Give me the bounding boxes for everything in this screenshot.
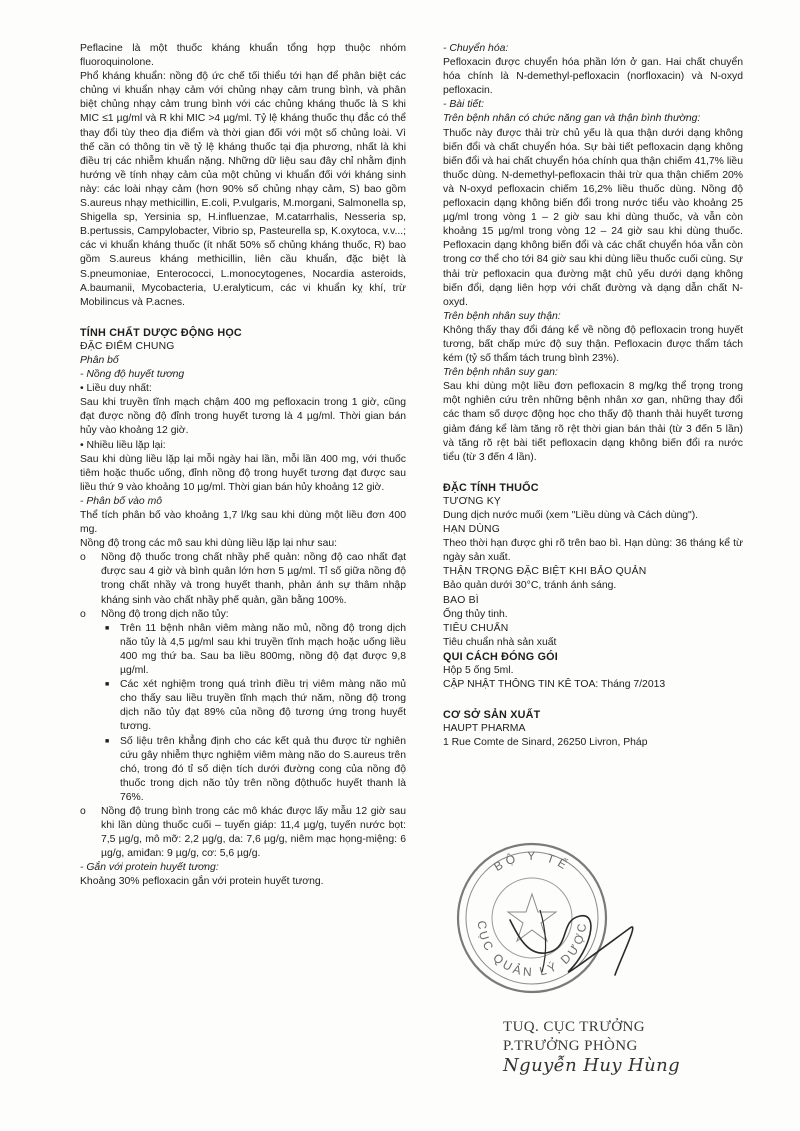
tissue-list (80, 551, 406, 621)
list-item (80, 735, 406, 805)
seal-top-text: BỘ Y TẾ (491, 848, 573, 874)
right-column (443, 42, 743, 751)
list-item (80, 678, 406, 734)
signature-title-1: TUQ. CỤC TRƯỞNG (503, 1019, 645, 1035)
ring-bullet-icon: o (80, 608, 86, 620)
signature-scribble-icon (420, 880, 660, 990)
subheading-storage: THẬN TRỌNG ĐẶC BIỆT KHI BẢO QUẢN (443, 566, 647, 578)
subheading-normal-function: Trên bệnh nhân có chức năng gan và thận bình thường: (443, 113, 701, 125)
antibacterial-spectrum: Phổ kháng khuẩn: nồng độ ức chế tối thiểu tới hạn để phân biệt các chủng vi khuẩn nhạy cảm với chủng nhạy cảm trung bình, và phân biệt chủng nhạy cảm trung bình với các chủng kháng thuốc là S khi MIC ≤1 µg/ml và R khi MIC >4 µg/ml. Tỷ lệ kháng thuốc thụ đắc có thể thay đổi tùy theo địa điểm và thời gian đối với một số chủng loài. Vì thế cần có thông tin về tỷ lệ kháng thuốc tại địa phương, nhất là khi điều trị các nhiễm khuẩn nặng. Những dữ liệu sau đây chỉ nhằm định hướng về tính nhạy cảm của một chủng vi khuẩn đối với kháng sinh này: các loài nhạy cảm (hơn 90% số chủng nhạy cảm, S) bao gồm S.aureus nhạy methicillin, E.coli, P.vulgaris, M.morgani, Salmonella sp, Shigella sp, Yersinia sp, H.influenzae, M.catarrhalis, Nesseria sp, B.pertussis, Campylobacter, Vibrio sp, Pasteurella sp, K.oxytoca, v.v...; các vi khuẩn kháng thuốc (ít nhất 50% số chủng kháng thuốc, R) bao gồm S.aureus kháng methicillin, liên cầu khuẩn, đặc biệt là S.pneumoniae, Enterococci, L.monocytogenes, Nocardia asteroids, A.baumanii, Mycobacteria, U.eralyticum, các vi khuẩn kỵ khí, trừ Mobilincus và P.acnes. (80, 71, 406, 308)
subheading-plasma-concentration: - Nồng độ huyết tương (80, 369, 185, 381)
csf-item-3: Số liệu trên khẳng định cho các kết quả thu được từ nghiên cứu gây nhiễm thực nghiệm viêm màng não do S.aureus trên chó, trong đó tỉ số diện tích dưới đường cong của nồng độ thuốc trong dịch não tủy trên nồng độthuốc huyết thanh là 76%. (120, 735, 406, 803)
list-item (80, 608, 406, 622)
subheading-hepatic-failure: Trên bệnh nhân suy gan: (443, 367, 558, 379)
subheading-shelf-life: HẠN DÙNG (443, 524, 501, 536)
volume-distribution-text: Thể tích phân bố vào khoảng 1,7 l/kg sau khi dùng một liều đơn 400 mg. (80, 510, 406, 536)
subheading-incompatibility: TƯƠNG KỴ (443, 495, 502, 507)
incompatibility-text: Dung dịch nước muối (xem "Liều dùng và Cách dùng"). (443, 510, 699, 521)
tissue-intro: Nồng độ trong các mô sau khi dùng liều lặp lại như sau: (80, 538, 338, 550)
repeat-dose-text: Sau khi dùng liều lặp lại mỗi ngày hai lần, mỗi lần 400 mg, với thuốc tiêm hoặc thuốc uống, đỉnh nồng độ trong huyết tương đạt được sau liều thứ 9 vào khoảng 10 µg/ml. Thời gian bán hủy khoảng 12 giờ. (80, 453, 406, 493)
square-bullet-icon: ■ (105, 737, 110, 745)
intro-paragraph: Peflacine là một thuốc kháng khuẩn tổng hợp thuộc nhóm fluoroquinolone. (80, 43, 406, 69)
manufacturer-address: 1 Rue Comte de Sinard, 26250 Livron, Pháp (443, 737, 648, 749)
metabolism-text: Pefloxacin được chuyển hóa phần lớn ở gan. Hai chất chuyển hóa chính là N-demethyl-pefloxacin (norfloxacin) và N-oxyd pefloxacin. (443, 57, 743, 97)
signature-block (503, 1018, 680, 1075)
subheading-protein-binding: - Gắn với protein huyết tương: (80, 862, 219, 874)
subheading-renal-failure: Trên bệnh nhân suy thận: (443, 310, 561, 322)
storage-text: Bảo quản dưới 30°C, tránh ánh sáng. (443, 580, 617, 592)
list-item (80, 805, 406, 861)
single-dose-text: Sau khi truyền tĩnh mạch chậm 400 mg pefloxacin trong 1 giờ, cũng đạt được nồng độ đỉnh trong huyết tương là 4 µg/ml. Thời gian bán hủy vào khoảng 12 giờ. (80, 397, 406, 437)
section-heading-manufacturer: CƠ SỞ SẢN XUẤT (443, 709, 541, 722)
update-date: CẬP NHẬT THÔNG TIN KÊ TOA: Tháng 7/2013 (443, 679, 666, 691)
square-bullet-icon: ■ (105, 681, 110, 689)
square-bullet-icon: ■ (105, 624, 110, 632)
signer-name: Nguyễn Huy Hùng (503, 1055, 681, 1076)
tissue-list-2 (80, 805, 406, 861)
subheading-standard: TIÊU CHUẨN (443, 622, 509, 634)
subheading-tissue-distribution: - Phân bố vào mô (80, 495, 163, 507)
standard-text: Tiêu chuẩn nhà sản xuất (443, 636, 557, 648)
pack-spec-text: Hộp 5 ống 5ml. (443, 665, 514, 677)
single-dose-label: • Liều duy nhất: (80, 383, 152, 395)
repeat-dose-label: • Nhiều liều lặp lại: (80, 439, 166, 451)
svg-text:BỘ Y TẾ (491, 849, 573, 874)
ring-bullet-icon: o (80, 805, 86, 817)
csf-item-1: Trên 11 bệnh nhân viêm màng não mủ, nồng độ trong dịch não tủy là 4,5 µg/ml sau khi truyền tĩnh mạch hoặc uống liều 400 mg thứ ba. Sau ba liều 800mg, nồng độ đạt được 9,8 µg/ml. (120, 622, 406, 677)
subheading-packaging: BAO BÌ (443, 594, 479, 606)
packaging-text: Ống thủy tinh. (443, 608, 508, 620)
subheading-general: ĐẶC ĐIỂM CHUNG (80, 340, 175, 352)
section-heading-drug-properties: ĐẶC TÍNH THUỐC (443, 481, 539, 494)
list-item (80, 622, 406, 678)
ring-bullet-icon: o (80, 552, 86, 564)
other-tissue-concentration: Nồng độ trung bình trong các mô khác được lấy mẫu 12 giờ sau khi lần dùng thuốc cuối – tuyến giáp: 11,4 µg/g, tuyến nước bọt: 7,5 µg/g, mô mỡ: 2,2 µg/g, da: 7,6 µg/g, niêm mạc họng-miệng: 6 µg/g, amiđan: 9 µg/g, cơ: 5,6 µg/g. (101, 805, 406, 860)
hepatic-failure-text: Sau khi dùng một liều đơn pefloxacin 8 mg/kg thể trọng trong một nghiên cứu trên những bệnh nhân xơ gan, những thay đổi các tham số dược động học cho thấy độ thanh thải huyết tương giảm đáng kể làm tăng rõ rệt thời gian bán thải (từ 3 đến 5 lần) và tăng rõ rệt bài tiết pefloxacin dạng không biến đổi ra nước tiểu (từ 3 đến 4 lần). (443, 381, 743, 463)
manufacturer-name: HAUPT PHARMA (443, 723, 526, 735)
csf-concentration: Nồng độ trong dịch não tủy: (101, 608, 229, 620)
subheading-excretion: - Bài tiết: (443, 99, 484, 111)
bronchial-concentration: Nồng độ thuốc trong chất nhầy phế quản: nồng độ cao nhất đạt được sau 4 giờ và bình quân lớn hơn 5 µg/ml. Tỉ số giữa nồng độ trong chất nhầy và trong huyết thanh, phản ánh sự thâm nhập kháng sinh vào chất nhầy phế quản, gần bằng 100%. (101, 552, 406, 606)
signature-title-2: P.TRƯỞNG PHÒNG (503, 1038, 638, 1054)
list-item (80, 551, 406, 607)
csf-item-2: Các xét nghiệm trong quá trình điều trị viêm màng não mủ cho thấy sau liều truyền tĩnh mạch thứ năm, nồng độ trong dịch não tủy đạt 89% của nồng độ tương ứng trong huyết tương. (120, 679, 406, 733)
protein-binding-text: Khoảng 30% pefloxacin gắn với protein huyết tương. (80, 876, 324, 888)
seal-bottom-text: CỤC QUẢN LÝ DƯỢC (474, 919, 590, 980)
csf-sublist (80, 622, 406, 805)
normal-function-text: Thuốc này được thải trừ chủ yếu là qua thận dưới dạng không biến đổi và chất chuyển hóa. Sự bài tiết pefloxacin dạng không biến đổi và hai chất chuyển hóa chính qua thận chiếm 41,7% liều thuốc dùng. N-demethyl-pefloxacin thải trừ qua thận chiếm 20% và N-oxyd pefloxacin chiếm 16,2% liều thuốc dùng. Nồng độ pefloxacin dạng không biến đổi trong nước tiểu vào khoảng 25 µg/ml trong vòng 1 – 2 giờ sau khi dùng thuốc, và vẫn còn khoảng 15 µg/ml trong vòng 12 – 24 giờ sau khi dùng thuốc. Pefloxacin dạng không biến đổi và các chất chuyển hóa vẫn còn trong cơ thể cho tới 84 giờ sau khi dùng liều thuốc cuối cùng. Sự thải trừ pefloxacin qua đường mật chủ yếu dưới dạng không biến đổi, dạng liên hợp với chất đường và dạng dẫn chất N-oxyd. (443, 127, 743, 308)
subheading-distribution: Phân bố (80, 354, 119, 366)
section-heading-pharmacokinetics: TÍNH CHẤT DƯỢC ĐỘNG HỌC (80, 326, 242, 339)
shelf-life-text: Theo thời hạn được ghi rõ trên bao bì. Hạn dùng: 36 tháng kể từ ngày sản xuất. (443, 538, 743, 564)
renal-failure-text: Không thấy thay đổi đáng kể về nồng độ pefloxacin trong huyết tương, bất chấp mức độ suy thận. Pefloxacin được thẩm tách kém (tỷ số thẩm tách trung bình 23%). (443, 324, 743, 365)
left-column (80, 42, 406, 890)
subheading-metabolism: - Chuyển hóa: (443, 43, 509, 54)
subheading-pack-spec: QUI CÁCH ĐÓNG GÓI (443, 650, 558, 663)
